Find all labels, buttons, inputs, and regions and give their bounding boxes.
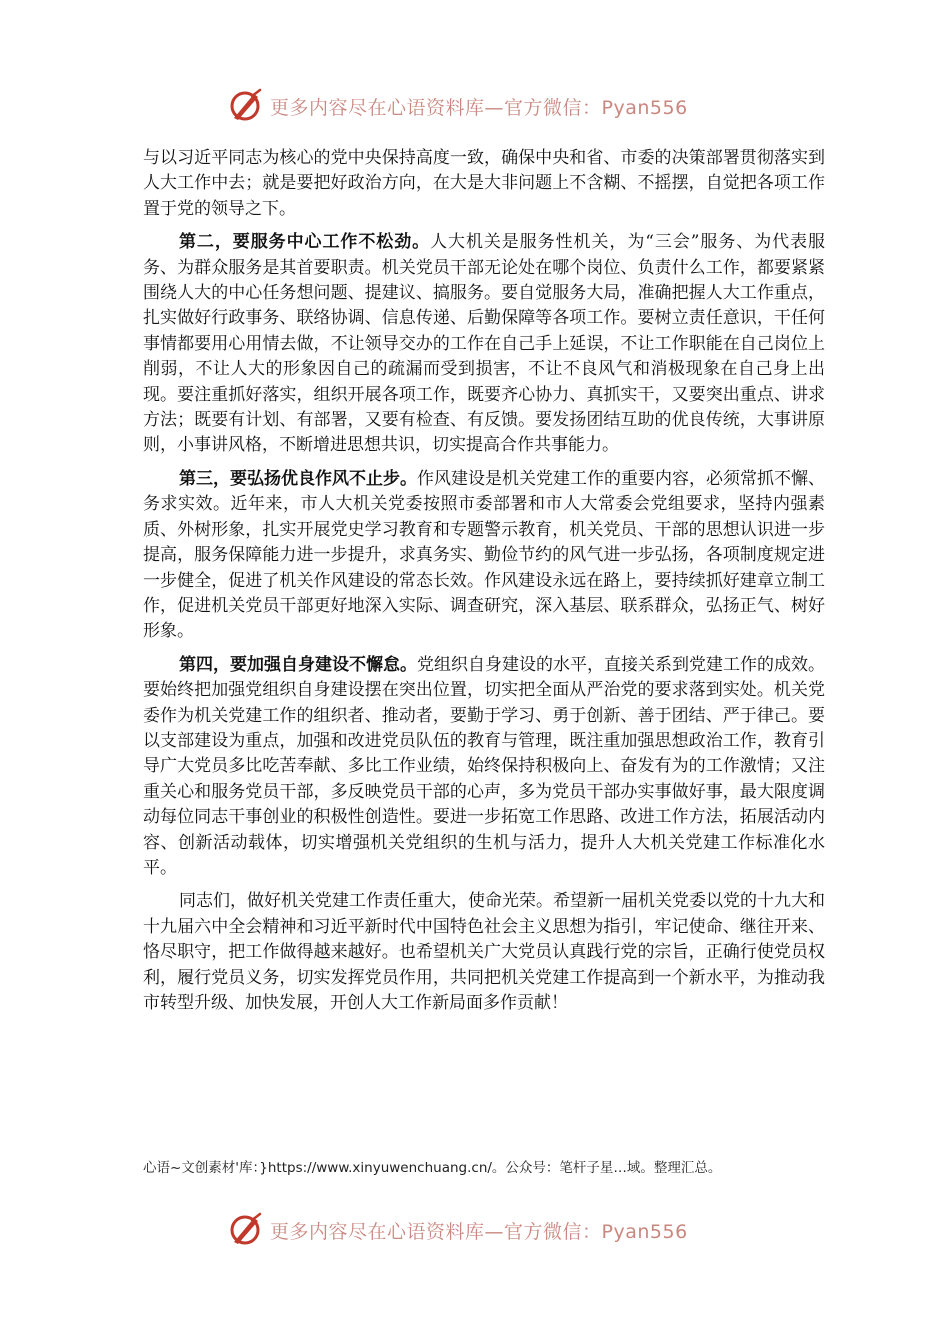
paragraph-point-three	[143, 467, 825, 645]
paragraph-lead: 第二，要服务中心工作不松劲。	[179, 232, 431, 253]
header-banner-text: 更多内容尽在心语资料库—官方微信：Pyan556	[270, 96, 688, 119]
footer-banner-text: 更多内容尽在心语资料库—官方微信：Pyan556	[270, 1220, 688, 1243]
footer-banner	[228, 1210, 748, 1250]
paragraph-point-two	[143, 230, 825, 459]
paragraph-body: 人大机关是服务性机关，为“三会”服务、为代表服务、为群众服务是其首要职责。机关党员干部无论处在哪个岗位、负责什么工作，都要紧紧围绕人大的中心任务想问题、提建议、搞服务。要自觉服务大局，准确把握人大工作重点，扎实做好行政事务、联络协调、信息传递、后勤保障等各项工作。要树立责任意识，干任何事情都要用心用情去做，不让领导交办的工作在自己手上延误，不让工作职能在自己岗位上削弱，不让人大的形象因自己的疏漏而受到损害，不让不良风气和消极现象在自己身上出现。要注重抓好落实，组织开展各项工作，既要齐心协力、真抓实干，又要突出重点、讲求方法；既要有计划、有部署，又要有检查、有反馈。要发扬团结互助的优良传统，大事讲原则，小事讲风格，不断增进思想共识，切实提高合作共事能力。	[143, 232, 825, 456]
header-banner	[228, 86, 748, 126]
paragraph-lead: 第四，要加强自身建设不懈怠。	[179, 654, 417, 675]
paragraph-continued	[143, 146, 825, 222]
paragraph-closing	[143, 889, 825, 1016]
paragraph-point-four	[143, 653, 825, 882]
paragraph-body: 党组织自身建设的水平，直接关系到党建工作的成效。要始终把加强党组织自身建设摆在突出位置，切实把全面从严治党的要求落到实处。机关党委作为机关党建工作的组织者、推动者，要勤于学习、勇于创新、善于团结、严于律己。要以支部建设为重点，加强和改进党员队伍的教育与管理，既注重加强思想政治工作，教育引导广大党员多比吃苦奉献、多比工作业绩，始终保持积极向上、奋发有为的工作激情；又注重关心和服务党员干部，多反映党员干部的心声，多为党员干部办实事做好事，最大限度调动每位同志干事创业的积极性创造性。要进一步拓宽工作思路、改进工作方法，拓展活动内容、创新活动载体，切实增强机关党组织的生机与活力，提升人大机关党建工作标准化水平。	[143, 654, 825, 878]
paragraph-body: 作风建设是机关党建工作的重要内容，必须常抓不懈、务求实效。近年来，市人大机关党委按照市委部署和市人大常委会党组要求，坚持内强素质、外树形象，扎实开展党史学习教育和专题警示教育，机关党员、干部的思想认识进一步提高，服务保障能力进一步提升，求真务实、勤俭节约的风气进一步弘扬，各项制度规定进一步健全，促进了机关作风建设的常态长效。作风建设永远在路上，要持续抓好建章立制工作，促进机关党员干部更好地深入实际、调查研究，深入基层、联系群众，弘扬正气、树好形象。	[143, 468, 825, 642]
paragraph-body: 与以习近平同志为核心的党中央保持高度一致，确保中央和省、市委的决策部署贯彻落实到人大工作中去；就是要把好政治方向，在大是大非问题上不含糊、不摇摆，自觉把各项工作置于党的领导之下。	[143, 148, 825, 219]
document-body	[143, 146, 825, 1016]
paragraph-body: 同志们，做好机关党建工作责任重大，使命光荣。希望新一届机关党委以党的十九大和十九届六中全会精神和习近平新时代中国特色社会主义思想为指引，牢记使命、继往开来、恪尽职守，把工作做得越来越好。也希望机关广大党员认真践行党的宗旨，正确行使党员权利，履行党员义务，切实发挥党员作用，共同把机关党建工作提高到一个新水平，为推动我市转型升级、加快发展，开创人大工作新局面多作贡献！	[143, 891, 825, 1013]
pen-circle-icon	[228, 88, 264, 124]
paragraph-lead: 第三，要弘扬优良作风不止步。	[179, 468, 417, 489]
source-attribution: 心语~文创素材'库：}https://www.xinyuwenchuang.cn/。公众号：笔杆子星…域。整理汇总。	[143, 1160, 722, 1176]
pen-circle-icon	[228, 1212, 264, 1248]
